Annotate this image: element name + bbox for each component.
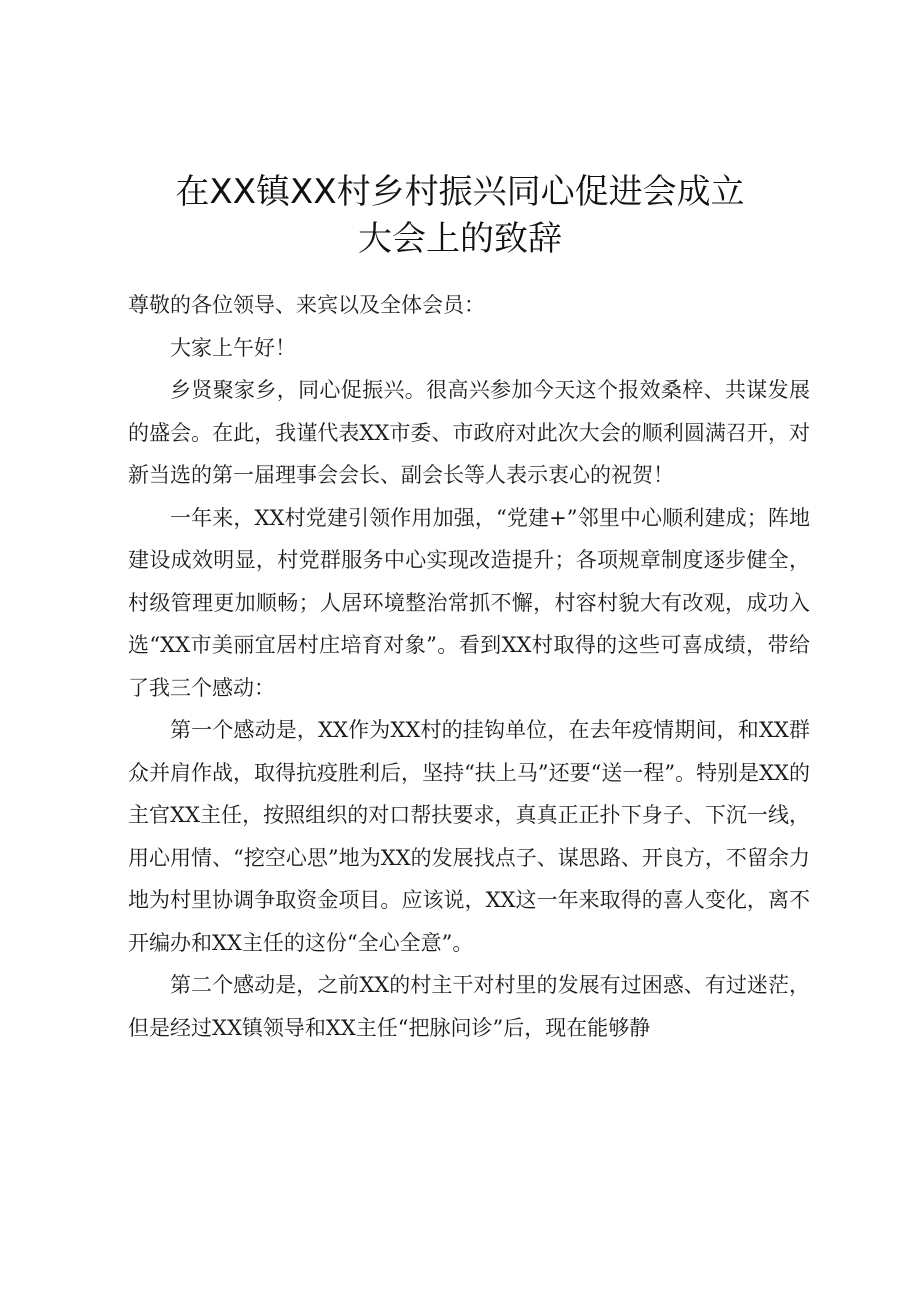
document-title-line-1: 在XX镇XX村乡村振兴同心促进会成立 — [175, 172, 745, 212]
document-body — [128, 284, 810, 1049]
paragraph-second-touch: 第二个感动是，之前XX的村主干对村里的发展有过困惑、有过迷茫，但是经过XX镇领导和XX主任“把脉问诊”后，现在能够静 — [128, 973, 810, 1040]
paragraph-greeting: 大家上午好！ — [170, 335, 296, 360]
paragraph-congratulation: 乡贤聚家乡，同心促振兴。很高兴参加今天这个报效桑梓、共谋发展的盛会。在此，我谨代表XX市委、市政府对此次大会的顺利圆满召开，对新当选的第一届理事会会长、副会长等人表示衷心的祝贺！ — [128, 378, 810, 487]
salutation: 尊敬的各位领导、来宾以及全体会员： — [128, 293, 485, 317]
paragraph-first-touch: 第一个感动是，XX作为XX村的挂钩单位，在去年疫情期间，和XX群众并肩作战，取得抗疫胜利后，坚持“扶上马”还要“送一程”。特别是XX的主官XX主任，按照组织的对口帮扶要求，真真正正扑下身子、下沉一线，用心用情、“挖空心思”地为XX的发展找点子、谋思路、开良方，不留余力地为村里协调争取资金项目。应该说，XX这一年来取得的喜人变化，离不开编办和XX主任的这份“全心全意”。 — [128, 718, 810, 955]
paragraph-achievements: 一年来，XX村党建引领作用加强，“党建+”邻里中心顺利建成；阵地建设成效明显，村党群服务中心实现改造提升；各项规章制度逐步健全，村级管理更加顺畅；人居环境整治常抓不懈，村容村貌大有改观，成功入选“XX市美丽宜居村庄培育对象”。看到XX村取得的这些可喜成绩，带给了我三个感动： — [128, 505, 810, 700]
document-title-line-2: 大会上的致辞 — [358, 219, 562, 259]
